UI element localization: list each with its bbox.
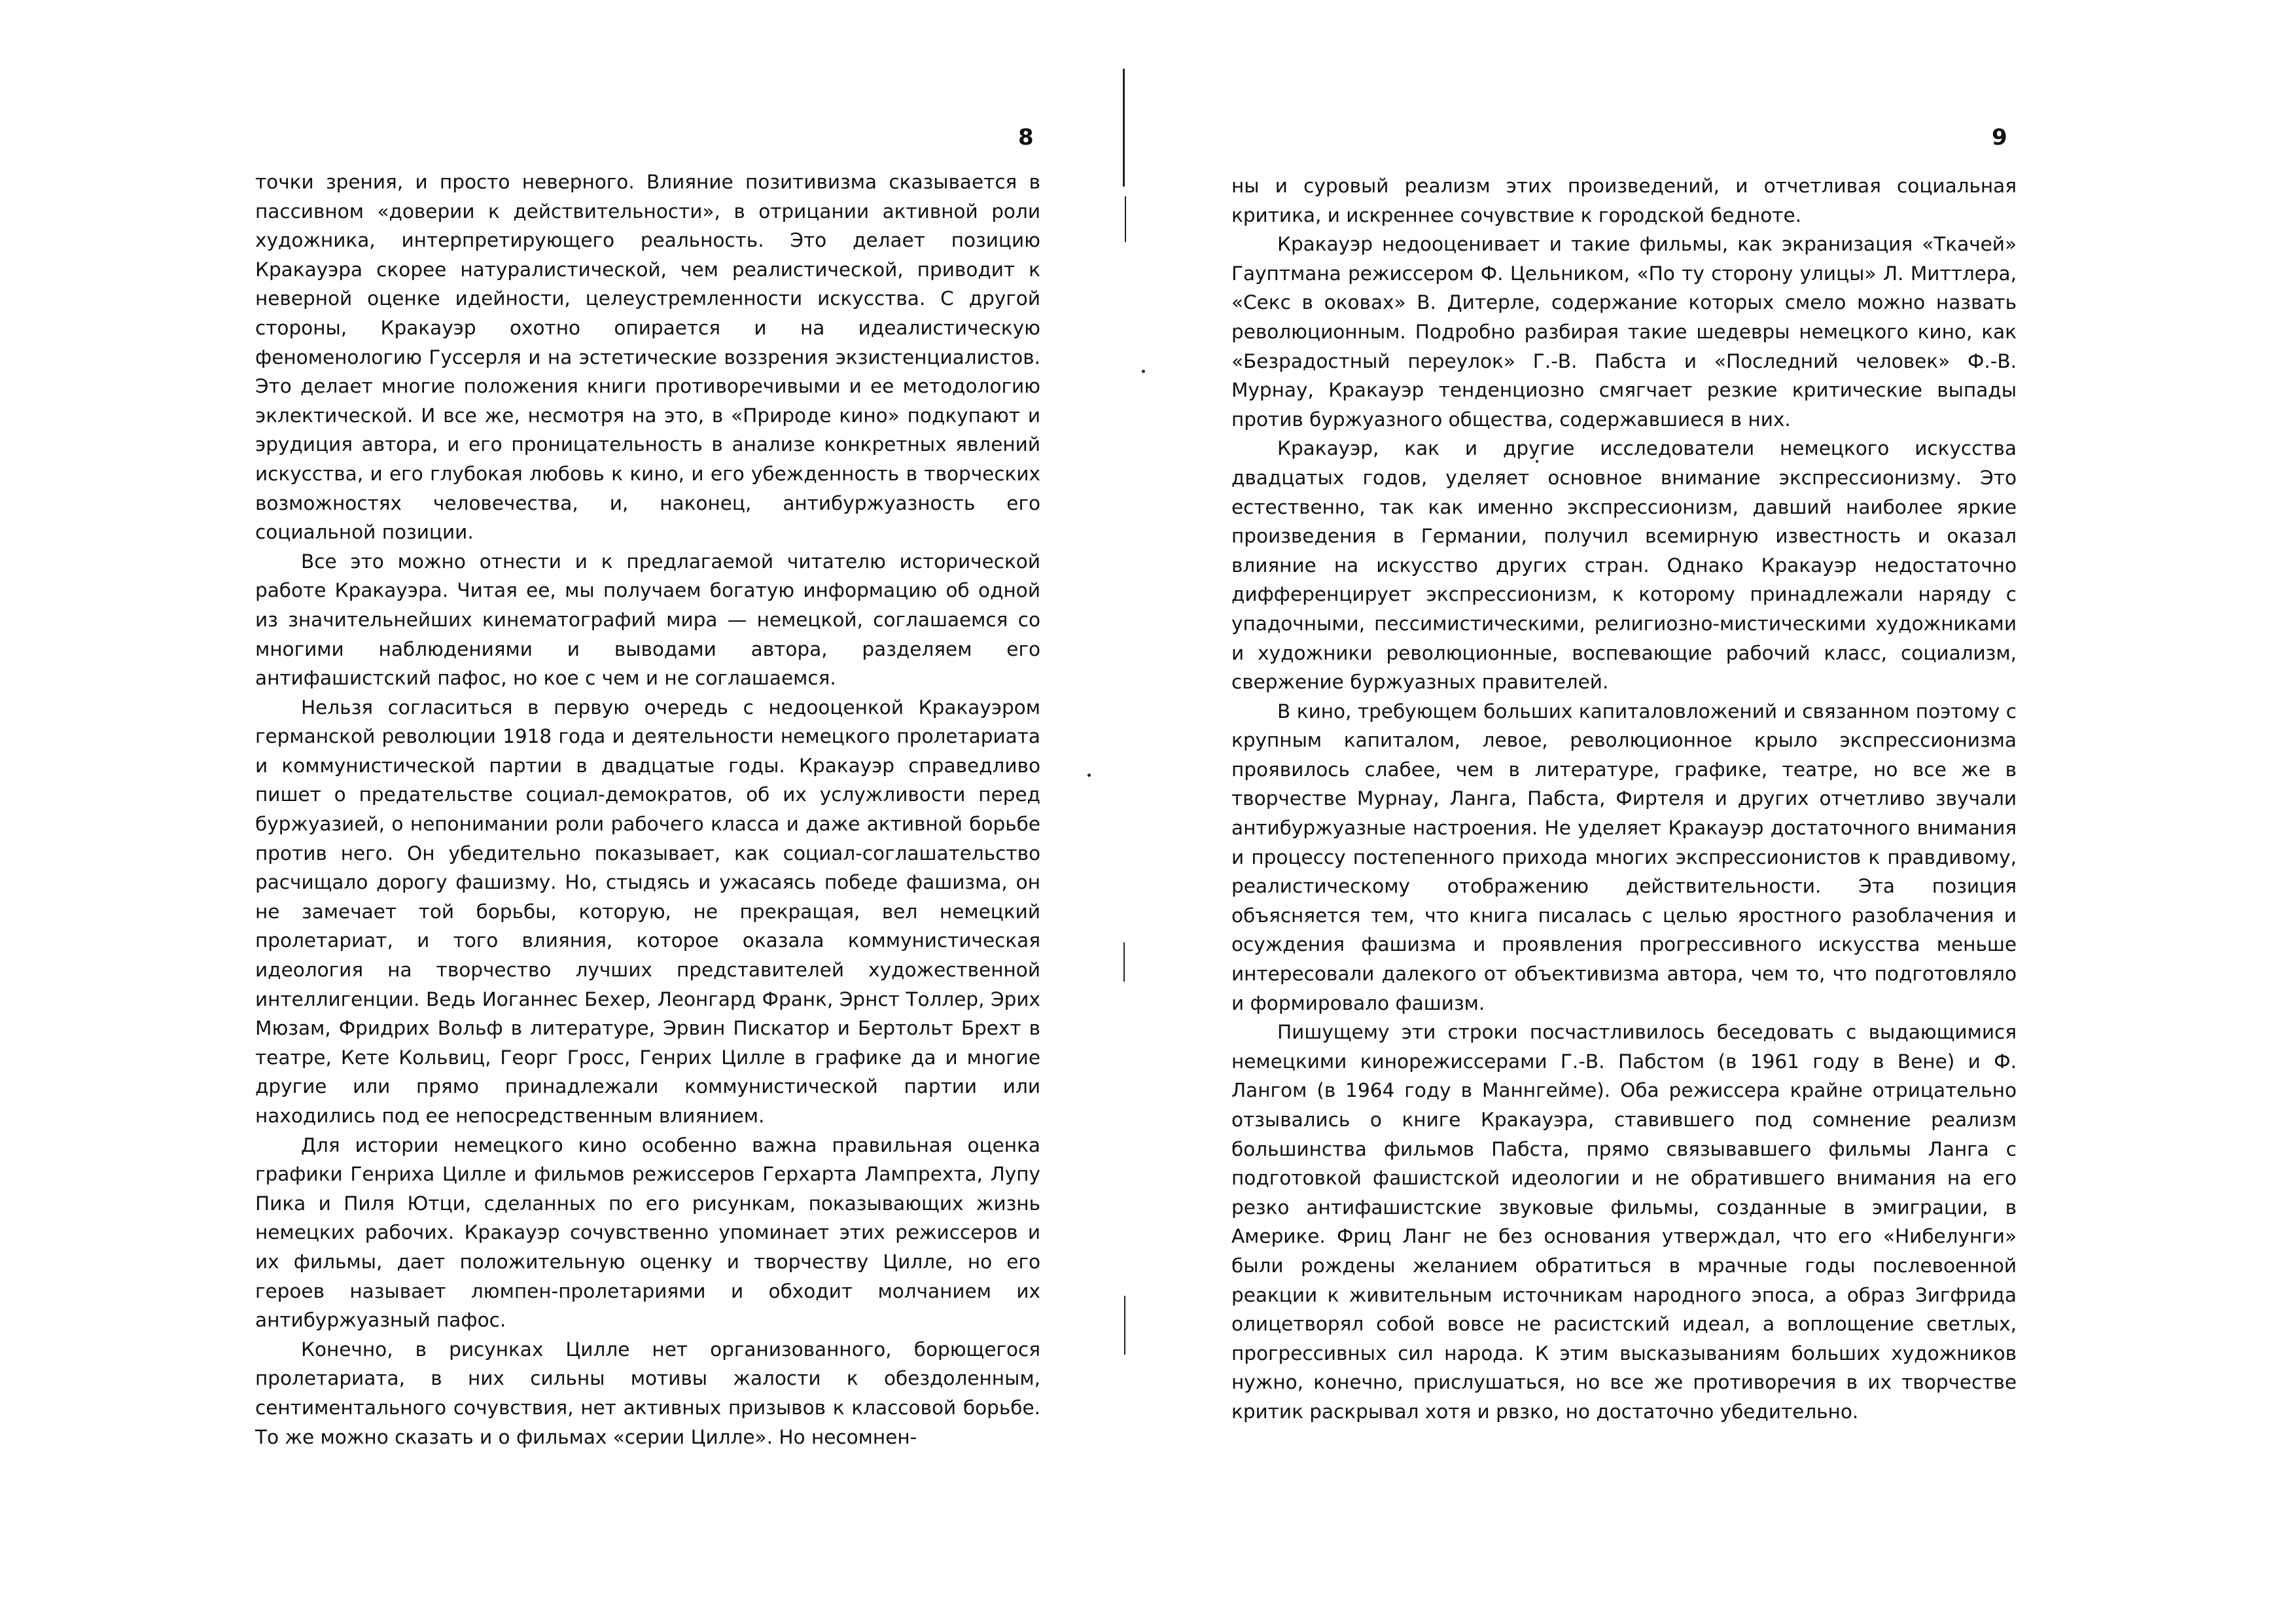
scan-speck <box>1142 370 1145 373</box>
page-number-right: 9 <box>1992 124 2007 151</box>
left-page-text <box>255 168 1040 1452</box>
book-gutter-line <box>1124 1296 1125 1355</box>
right-page <box>1148 0 2296 1623</box>
book-gutter-line <box>1123 69 1125 187</box>
paragraph: Конечно, в рисунках Цилле нет организованного, борющегося пролетариата, в них сильны мотивы жалости к обездоленным, сентиментального сочувствия, нет активных призывов к классовой борьбе. То же можно сказать и о фильмах «серии Цилле». Но несомнен- <box>255 1338 1040 1448</box>
book-gutter-line <box>1123 942 1125 982</box>
paragraph: Кракауэр недооценивает и такие фильмы, как экранизация «Ткачей» Гауптмана режиссером Ф. Цельником, «По ту сторону улицы» Л. Миттлера, «Секс в оковах» В. Дитерле, содержание которых смело можно назвать революционным. Подробно разбирая такие шедевры немецкого кино, как «Безрадостный переулок» Г.-В. Пабста и «Последний человек» Ф.-В. Мурнау, Кракауэр тенденциозно смягчает резкие критические выпады против буржуазного общества, содержавшиеся в них. <box>1231 233 2017 431</box>
right-page-text <box>1231 171 2017 1427</box>
paragraph: Нельзя согласиться в первую очередь с недооценкой Кракауэром германской революции 1918 года и деятельности немецкого пролетариата и коммунистической партии в двадцатые годы. Кракауэр справедливо пишет о предательстве социал-демократов, об их услужливости перед буржуазией, о непонимании роли рабочего класса и даже активной борьбе против него. Он убедительно показывает, как социал-соглашательство расчищало дорогу фашизму. Но, стыдясь и ужасаясь победе фашизма, он не замечает той борьбы, которую, не прекращая, вел немецкий пролетариат, и того влияния, которое оказала коммунистическая идеология на творчество лучших представителей художественной интеллигенции. Ведь Иоганнес Бехер, Леонгард Франк, Эрнст Толлер, Эрих Мюзам, Фридрих Вольф в литературе, Эрвин Пискатор и Бертольт Брехт в театре, Кете Кольвиц, Георг Гросс, Генрих Цилле в графике да и многие другие или прямо принадлежали коммунистической партии или находились под ее непосредственным влиянием. <box>255 696 1040 1127</box>
scan-speck <box>1087 774 1091 777</box>
paragraph: Все это можно отнести и к предлагаемой читателю исторической работе Кракауэра. Читая ее, мы получаем богатую информацию об одной из значительнейших кинематографий мира — немецкой, соглашаемся со многими наблюдениями и выводами автора, разделяем его антифашистский пафос, но кое с чем и не соглашаемся. <box>255 550 1040 690</box>
paragraph: точки зрения, и просто неверного. Влияние позитивизма сказывается в пассивном «доверии к действительности», в отрицании активной роли художника, интерпретирующего реальность. Это делает позицию Кракауэра скорее натуралистической, чем реалистической, приводит к неверной оценке идейности, целеустремленности искусства. С другой стороны, Кракауэр охотно опирается и на идеалистическую феноменологию Гуссерля и на эстетические воззрения экзистенциалистов. Это делает многие положения книги противоречивыми и ее методологию эклектической. И все же, несмотря на это, в «Природе кино» подкупают и эрудиция автора, и его проницательность в анализе конкретных явлений искусства, и его глубокая любовь к кино, и его убежденность в творческих возможностях человечества, и, наконец, антибуржуазность его социальной позиции. <box>255 171 1040 544</box>
paragraph: Кракауэр, как и другие исследователи немецкого искусства двадцатых годов, уделяет основное внимание экспрессионизму. Это естественно, так как именно экспрессионизм, давший наиболее яркие произведения в Германии, получил всемирную известность и оказал влияние на искусство других стран. Однако Кракауэр недостаточно дифференцирует экспрессионизм, к которому принадлежали наряду с упадочными, пессимистическими, религиозно-мистическими художниками и художники революционные, воспевающие рабочий класс, социализм, свержение буржуазных правителей. <box>1231 437 2017 694</box>
paragraph: ны и суровый реализм этих произведений, и отчетливая социальная критика, и искреннее сочувствие к городской бедноте. <box>1231 175 2017 226</box>
book-gutter-line <box>1125 196 1126 242</box>
paragraph: В кино, требующем больших капиталовложений и связанном поэтому с крупным капиталом, левое, революционное крыло экспрессионизма проявилось слабее, чем в литературе, графике, театре, но все же в творчестве Мурнау, Ланга, Пабста, Фиртеля и других отчетливо звучали антибуржуазные настроения. Не уделяет Кракауэр достаточного внимания и процессу постепенного прихода многих экспрессионистов к правдивому, реалистическому отображению действительности. Эта позиция объясняется тем, что книга писалась с целью яростного разоблачения и осуждения фашизма и проявления прогрессивного искусства меньше интересовали далекого от объективизма автора, чем то, что подготовляло и формировало фашизм. <box>1231 700 2017 1014</box>
paragraph: Для истории немецкого кино особенно важна правильная оценка графики Генриха Цилле и фильмов режиссеров Герхарта Лампрехта, Лупу Пика и Пиля Ютци, сделанных по его рисункам, показывающих жизнь немецких рабочих. Кракауэр сочувственно упоминает этих режиссеров и их фильмы, дает положительную оценку и творчеству Цилле, но его героев называет люмпен-пролетариями и обходит молчанием их антибуржуазный пафос. <box>255 1133 1040 1332</box>
page-number-left: 8 <box>1018 124 1034 151</box>
paragraph: Пишущему эти строки посчастливилось беседовать с выдающимися немецкими кинорежиссерами Г.-В. Пабстом (в 1961 году в Вене) и Ф. Лангом (в 1964 году в Маннгейме). Оба режиссера крайне отрицательно отзывались о книге Кракауэра, ставившего под сомнение реализм большинства фильмов Пабста, прямо связывавшего фильмы Ланга с подготовкой фашистской идеологии и не обратившего внимания на его резко антифашистские звуковые фильмы, созданные в эмиграции, в Америке. Фриц Ланг не без основания утверждал, что его «Нибелунги» были рождены желанием обратиться в мрачные годы послевоенной реакции к живительным источникам народного эпоса, а образ Зигфрида олицетворял собой вовсе не расистский идеал, а воплощение светлых, прогрессивных сил народа. К этим высказываниям больших художников нужно, конечно, прислушаться, но все же противоречия в их творчестве критик раскрывал хотя и рвзко, но достаточно убедительно. <box>1231 1021 2017 1423</box>
